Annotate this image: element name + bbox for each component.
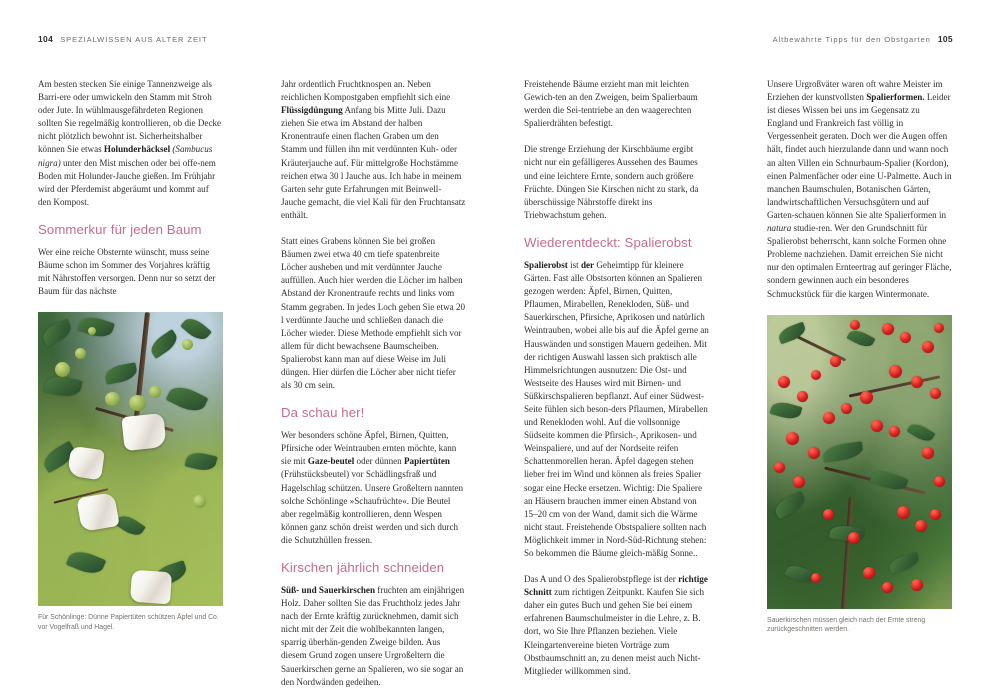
cherry-shape — [808, 447, 820, 459]
section-heading: Kirschen jährlich schneiden — [281, 560, 445, 575]
cherry-shape — [915, 520, 927, 532]
text-run-bold: Spalierobst — [524, 259, 568, 270]
paragraph — [767, 78, 952, 301]
text-run: Jahr ordentlich Fruchtknospen an. Neben reichlichen Kompostgaben empfiehlt sich eine — [281, 79, 451, 103]
photo-sour-cherries — [767, 315, 952, 609]
paragraph: Die strenge Erziehung der Kirschbäume ergibt nicht nur ein gefälligeres Aussehen des Baumes und eine leichtere Ernte, sondern auch größere Früchte. Düngen Sie Kirschen nicht zu stark, da überschüssige Nährstoffe direkt ins Triebwachstum gehen. — [524, 144, 699, 220]
text-run: oder dünnen — [354, 456, 404, 467]
cherry-shape — [823, 509, 834, 520]
cherry-shape — [860, 391, 873, 404]
paragraph — [38, 78, 223, 209]
paragraph — [281, 429, 466, 547]
cherry-shape — [934, 323, 944, 333]
folio-right: 105 — [937, 34, 953, 44]
text-run: Unsere Urgroßväter waren oft wahre Meister im Erziehen der kunstvollsten — [767, 79, 943, 103]
section-heading: Sommerkur für jeden Baum — [38, 221, 202, 237]
paper-bag-shape — [68, 445, 106, 479]
text-run: unter den Mist mischen oder bei offe-nem Boden mit Holunder-Jauche gießen. Im Frühjahr wird der Pferdemist abgeräumt und kommt auf den Kompost. — [38, 157, 216, 207]
cherry-shape — [882, 323, 894, 335]
cherry-shape — [778, 376, 790, 388]
cherry-shape — [889, 426, 900, 437]
paper-bag-shape — [129, 570, 171, 605]
leaf-shape — [184, 450, 217, 474]
leaf-shape — [40, 319, 74, 347]
running-head-right — [773, 34, 953, 44]
figure-caption: Für Schönlinge: Dünne Papiertüten schützen Äpfel und Co. vor Vogelfraß und Hagel. — [38, 614, 219, 631]
text-run-italic: (Sambucus nigra) — [38, 144, 213, 168]
text-run: Am besten stecken Sie einige Tannenzweige als Barri-ere oder umwickeln den Stamm mit Stroh oder Jute. In wühlmausgefährdeten Regionen sollten Sie regelmäßig kontrollieren, ob die Decke nicht plötzlich bewohnt ist. Sicherheitshalber können Sie etwas — [38, 79, 222, 155]
text-run-bold: richtige Schnitt — [524, 574, 708, 598]
cherry-shape — [922, 447, 934, 459]
cherry-shape — [811, 573, 821, 583]
cherry-shape — [911, 376, 923, 388]
cherry-shape — [797, 391, 808, 402]
paragraph — [281, 584, 466, 689]
paragraph — [281, 78, 466, 222]
leaf-shape — [103, 363, 137, 385]
apple-shape — [193, 495, 206, 508]
cherry-shape — [841, 403, 852, 414]
leaf-shape — [77, 313, 115, 341]
leaf-shape — [65, 547, 105, 578]
cherry-shape — [823, 412, 835, 424]
running-head-left — [38, 34, 207, 44]
leaf-shape — [44, 373, 83, 399]
photo-paper-bags — [38, 312, 223, 606]
cherry-shape — [793, 476, 805, 488]
apple-shape — [55, 362, 70, 377]
text-run-italic: natura — [767, 223, 792, 234]
running-head-left-text: SPEZIALWISSEN AUS ALTER ZEIT — [60, 35, 208, 44]
running-head-right-text: Altbewährte Tipps für den Obstgarten — [772, 35, 931, 44]
column-4 — [767, 78, 952, 634]
column-2 — [281, 78, 466, 687]
leaf-shape — [784, 562, 815, 586]
leaf-shape — [829, 523, 865, 544]
text-run-bold: der — [580, 259, 595, 270]
leaf-shape — [822, 441, 864, 462]
leaf-shape — [869, 468, 908, 494]
cherry-shape — [882, 582, 893, 593]
column-grid — [38, 78, 953, 687]
text-run-bold: Gaze-beutel — [307, 456, 355, 467]
text-run-bold: Süß- und Sauerkirschen — [281, 585, 376, 595]
section-heading: Da schau her! — [281, 405, 365, 421]
apple-shape — [182, 339, 193, 350]
text-run: Das A und O des Spalierobstpflege ist der — [524, 574, 679, 585]
text-run: ist — [567, 259, 581, 270]
text-run: Anfang bis Mitte Juli. Dazu ziehen Sie etwa im Abstand der halben Kronentraufe einen flachen Graben um den Stamm und füllen ihn mit verdünnten Kuh- oder Kräuterjauche auf. Für mittelgroße Hochstämme reichen etwa 30 l Jauche aus. Ich habe in meinem Garten sehr gute Erfahrungen mit Beinwell-Jauche gemacht, die viel Kali für den Fruchtansatz enthält. — [281, 105, 466, 220]
cherry-shape — [830, 356, 841, 367]
branch-shape — [841, 497, 853, 609]
apple-shape — [105, 392, 120, 406]
cherry-shape — [922, 341, 934, 353]
apple-shape — [129, 395, 146, 411]
leaf-shape — [773, 491, 809, 519]
text-run: (Frühstücksbeutel) vor Schädlingsfraß und Hagelschlag schützen. Unsere Großeltern nannten solche Schönlinge »Schaufrüchte«. Die Beutel aber regelmäßig kontrollieren, denn Wespen können ganz schön dreist werden und sich durch die Schutzhüllen fressen. — [281, 469, 464, 545]
text-run-bold: Spalierformen. — [866, 92, 925, 103]
text-run-bold: Flüssigdüngung — [281, 105, 343, 116]
cherry-shape — [930, 509, 941, 520]
folio-left: 104 — [38, 34, 54, 44]
cherry-shape — [897, 506, 910, 519]
paragraph — [524, 573, 709, 678]
cherry-shape — [786, 432, 799, 445]
cherry-shape — [889, 365, 902, 378]
text-run-bold: Holunderhäcksel — [103, 144, 171, 155]
apple-shape — [88, 327, 96, 335]
cherry-shape — [871, 420, 883, 432]
text-run: studie-ren. Wer den Grundschnitt für Spalierobst beherrscht, kann solche Formen ohne Probleme nachziehen. Damit erreichen Sie nicht nur den optimalen Ernteertrag auf geringer Fläche, sondern gewinnen auch ein besonderes Schmuckstück für die kargen Wintermonate. — [767, 223, 952, 299]
column-1 — [38, 78, 223, 631]
cherry-shape — [850, 320, 860, 330]
cherry-shape — [900, 332, 911, 343]
figure-caption: Sauerkirschen müssen gleich nach der Ernte streng zurückgeschnitten werden. — [767, 616, 926, 634]
text-run: fruchten am einjährigen Holz. Daher sollten Sie das Fruchtholz jedes Jahr nach der Ernte kräftig zurücknehmen, damit sich nicht mit der Zeit die wohlbekannten langen, sparrig überhän-genden Zweige bilden. Aus diesem Grund zogen unsere Urgroßeltern die Sauerkirschen gerne an Spalieren, wo sie sogar an den Nordwänden gedeihen. — [281, 585, 465, 687]
cherry-shape — [911, 579, 923, 591]
text-run-bold: Papiertüten — [404, 456, 450, 467]
cherry-shape — [863, 567, 875, 579]
leaf-shape — [114, 512, 146, 540]
paragraph — [524, 259, 709, 560]
apple-shape — [149, 386, 161, 398]
text-run: Wer besonders schöne Äpfel, Birnen, Quitten, Pfirsiche oder Weintrauben ernten möchte, kann sie mit — [281, 430, 457, 467]
paragraph: Freistehende Bäume erzieht man mit leichten Gewich-ten an den Zweigen, beim Spalierbaum werden die Sei-tentriebe an den waagerechten Spalierdrähten befestigt. — [524, 79, 698, 129]
leaf-shape — [165, 381, 208, 416]
column-3 — [524, 78, 709, 676]
leaf-shape — [147, 329, 181, 359]
cherry-shape — [774, 462, 785, 473]
cherry-shape — [811, 370, 821, 380]
leaf-shape — [847, 327, 876, 351]
paragraph: Statt eines Grabens können Sie bei großen Bäumen zwei etwa 40 cm tiefe spatenbreite Löcher ausheben und mit verdünnter Jauche auffüllen. Auch hier werden die Löcher im halben Abstand der Kronentraufe rechts und links vom Stamm gegraben. In jedes Loch geben Sie etwa 20 l verdünnte Jauche und schließen danach die Löcher wieder. Diese Methode empfiehlt sich vor allem für dicht bewachsene Baumscheiben. Spalierobst kann man auf diese Weise im Juli düngen. Hier dürfen die Löcher aber nicht tiefer als 30 cm sein. — [281, 236, 466, 391]
text-run: Geheimtipp für kleinere Gärten. Fast alle Obstsorten können an Spalieren gezogen werden: Äpfel, Birnen, Quitten, Pflaumen, Mirabellen, Renekloden, Süß- und Sauerkirschen, Pfirsiche, Aprikosen und natürlich Weintrauben, wobei alle bis auf die Äpfel gerne an Hauswänden und sonstigen Mauern gedeihen. Mit der richtigen Auswahl lassen sich praktisch alle Himmelsrichtungen ausnutzen: Die Ost- und Westseite des Hauses wird mit Birnen- und Süßkirschspalieren bepflanzt. Auf einer Südwest-Seite fühlen sich beson-ders Pflaumen, Mirabellen und Renekloden wohl. Auf die vollsonnige Südseite kommen die Pfirsich-, Aprikosen- und Weinspaliere, und auf der Nordseite reifen Schattenmorellen heran. Äpfel dagegen stehen lieber frei im Wind und können als freies Spalier sogar eine Hecke ersetzen. Wichtig: Die Spaliere an Häusern brauchen immer einen Abstand von 15–20 cm von der Wand, damit sich die Wärme nicht staut. Freistehende Obstspaliere sollten nach Möglichkeit immer in Nord-Süd-Richtung stehen: So bekommen die Bäume gleich-mäßig Sonne.. — [524, 259, 709, 558]
cherry-shape — [848, 532, 860, 544]
cherry-shape — [934, 476, 945, 487]
leaf-shape — [769, 399, 802, 422]
paper-bag-shape — [121, 413, 166, 451]
apple-shape — [75, 348, 86, 359]
leaf-shape — [906, 420, 935, 445]
leaf-shape — [888, 552, 921, 574]
cherry-shape — [930, 388, 941, 399]
section-heading: Wiederentdeckt: Spalierobst — [524, 234, 692, 250]
text-run: zum richtigen Zeitpunkt. Kaufen Sie sich daher ein gutes Buch und gehen Sie bei einem erfahrenen Baumschulmeister in die Lehre, z. B. dort, wo Sie Ihre Pflanzen beziehen. Viele Kleingartenvereine bieten Vorträge zum Obstbaumschnitt an, zu denen meist auch Nicht-Mitglieder willkommen sind. — [524, 587, 705, 676]
text-run: Leider ist dieses Wissen bei uns im Gegensatz zu England und Frankreich fast völlig in Vergessenheit geraten. Doch wer die Augen offen hält, findet auch hierzulande dann und wann noch an alten Villen ein Schnurbaum-Spalier (Kordon), einen Palmenfächer oder eine U-Palmette. Auch in manchen Baumschulen, Botanischen Gärten, landwirtschaftlichen Versuchsgütern und auf Garten-schauen können Sie alte Spalierformen in — [767, 92, 952, 220]
paragraph: Wer eine reiche Obsternte wünscht, muss seine Bäume schon im Sommer des Vorjahres kräftig mit Nährstoffen versorgen. Denn nur so setzt der Baum für das nächste — [38, 246, 216, 297]
paper-bag-shape — [76, 492, 119, 532]
